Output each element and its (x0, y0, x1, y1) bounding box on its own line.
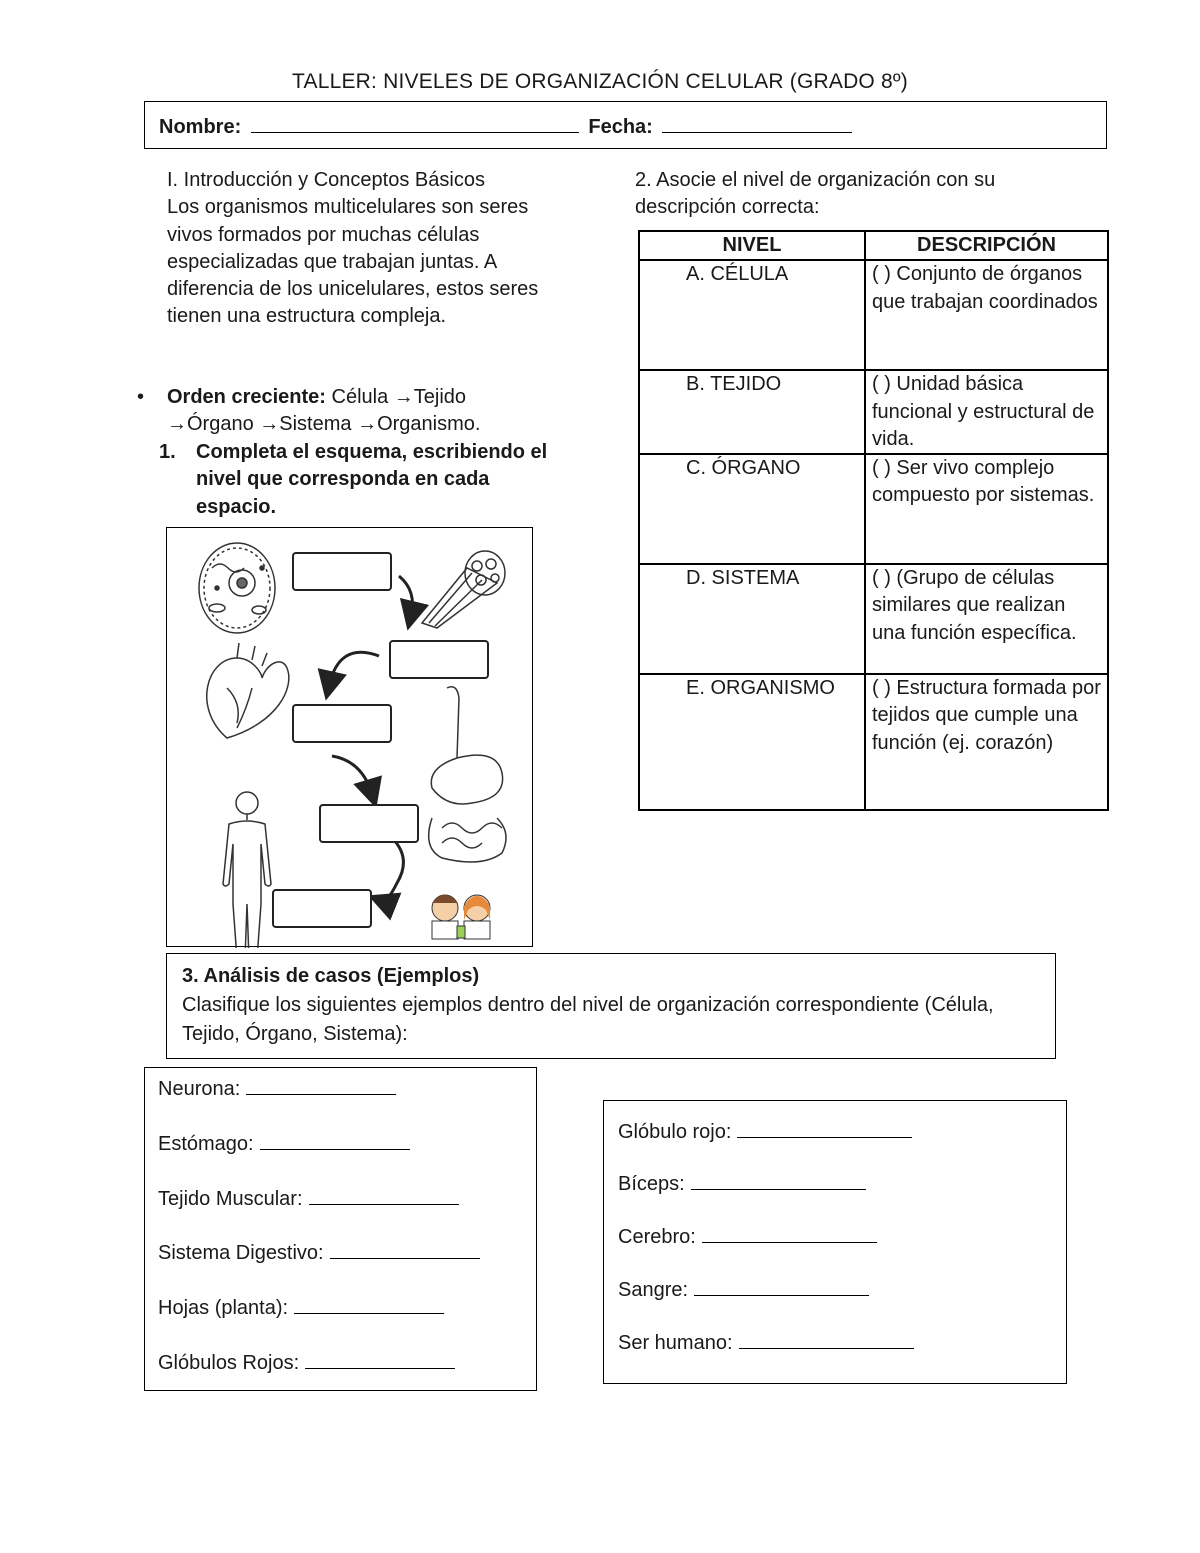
table-row (639, 674, 1108, 810)
description-cell[interactable]: ( ) Unidad básica funcional y estructural de vida. (865, 370, 1108, 454)
worksheet-title: TALLER: NIVELES DE ORGANIZACIÓN CELULAR (GRADO 8º) (292, 70, 908, 93)
answer-blank[interactable] (737, 1121, 912, 1138)
answer-blank[interactable] (702, 1226, 877, 1243)
cell-drawing (199, 543, 275, 633)
level-cell: B. TEJIDO (639, 370, 865, 454)
example-item: Neurona: (158, 1078, 396, 1101)
intro-heading: I. Introducción y Conceptos Básicos (167, 169, 485, 191)
answer-box-4[interactable] (320, 805, 418, 842)
schema-illustration (167, 528, 534, 948)
name-label: Nombre: (159, 116, 242, 138)
description-cell[interactable]: ( ) Ser vivo complejo compuesto por sistemas. (865, 454, 1108, 564)
organization-schema (166, 527, 533, 947)
answer-box-2[interactable] (390, 641, 488, 678)
question-1-number: 1. (159, 441, 176, 463)
answer-blank[interactable] (330, 1242, 480, 1259)
answer-blank[interactable] (691, 1173, 866, 1190)
example-item: Cerebro: (618, 1226, 877, 1249)
heart-drawing (207, 643, 289, 738)
answer-box-5[interactable] (273, 890, 371, 927)
table-header-level: NIVEL (639, 231, 865, 260)
name-blank[interactable] (251, 114, 579, 133)
example-item: Glóbulo rojo: (618, 1121, 912, 1144)
table-header-description: DESCRIPCIÓN (865, 231, 1108, 260)
answer-box-3[interactable] (293, 705, 391, 742)
answer-blank[interactable] (305, 1352, 455, 1369)
student-info-box (144, 101, 1107, 149)
intro-text: Los organismos multicelulares son seres vivos formados por muchas células especializadas que trabajan juntas. A diferencia de los unicelulares, estos seres tienen una estructura compleja. (167, 196, 539, 328)
answer-blank[interactable] (694, 1279, 869, 1296)
example-item: Ser humano: (618, 1332, 914, 1355)
introduction-section (167, 167, 557, 331)
table-row (639, 370, 1108, 454)
level-cell: A. CÉLULA (639, 260, 865, 370)
order-label: Orden creciente: (167, 386, 326, 408)
table-row (639, 564, 1108, 674)
example-item: Sangre: (618, 1279, 869, 1302)
tissue-drawing (422, 551, 505, 628)
description-cell[interactable]: ( ) Estructura formada por tejidos que cumple una función (ej. corazón) (865, 674, 1108, 810)
answer-boxes (273, 553, 488, 927)
matching-table (638, 230, 1109, 811)
kids-drawing (432, 895, 490, 939)
level-cell: C. ÓRGANO (639, 454, 865, 564)
question-2-text: 2. Asocie el nivel de organización con su descripción correcta: (635, 169, 996, 219)
digestive-system-drawing (429, 687, 506, 862)
case-analysis-text: Clasifique los siguientes ejemplos dentro del nivel de organización correspondiente (Célula, Tejido, Órgano, Sistema): (182, 994, 994, 1045)
answer-blank[interactable] (309, 1188, 459, 1205)
answer-blank[interactable] (739, 1332, 914, 1349)
table-row (639, 260, 1108, 370)
examples-box-left (144, 1067, 537, 1391)
case-analysis-heading: 3. Análisis de casos (Ejemplos) (182, 965, 480, 987)
case-analysis-box (166, 953, 1056, 1059)
bullet-dot: • (137, 386, 145, 408)
level-cell: E. ORGANISMO (639, 674, 865, 810)
description-cell[interactable]: ( ) Conjunto de órganos que trabajan coordinados (865, 260, 1108, 370)
description-cell[interactable]: ( ) (Grupo de células similares que realizan una función específica. (865, 564, 1108, 674)
date-blank[interactable] (662, 114, 852, 133)
example-item: Bíceps: (618, 1173, 866, 1196)
example-item: Tejido Muscular: (158, 1188, 459, 1211)
example-item: Estómago: (158, 1133, 410, 1156)
example-item: Glóbulos Rojos: (158, 1352, 455, 1375)
example-item: Hojas (planta): (158, 1297, 444, 1320)
answer-box-1[interactable] (293, 553, 391, 590)
question-1-text: Completa el esquema, escribiendo el nivel que corresponda en cada espacio. (196, 441, 548, 518)
order-text: Célula →Tejido →Órgano →Sistema →Organismo. (167, 386, 481, 436)
examples-box-right (603, 1100, 1067, 1384)
answer-blank[interactable] (246, 1078, 396, 1095)
human-body-drawing (223, 792, 271, 948)
answer-blank[interactable] (260, 1133, 410, 1150)
date-label: Fecha: (588, 116, 653, 138)
table-row (639, 454, 1108, 564)
example-item: Sistema Digestivo: (158, 1242, 480, 1265)
answer-blank[interactable] (294, 1297, 444, 1314)
level-cell: D. SISTEMA (639, 564, 865, 674)
